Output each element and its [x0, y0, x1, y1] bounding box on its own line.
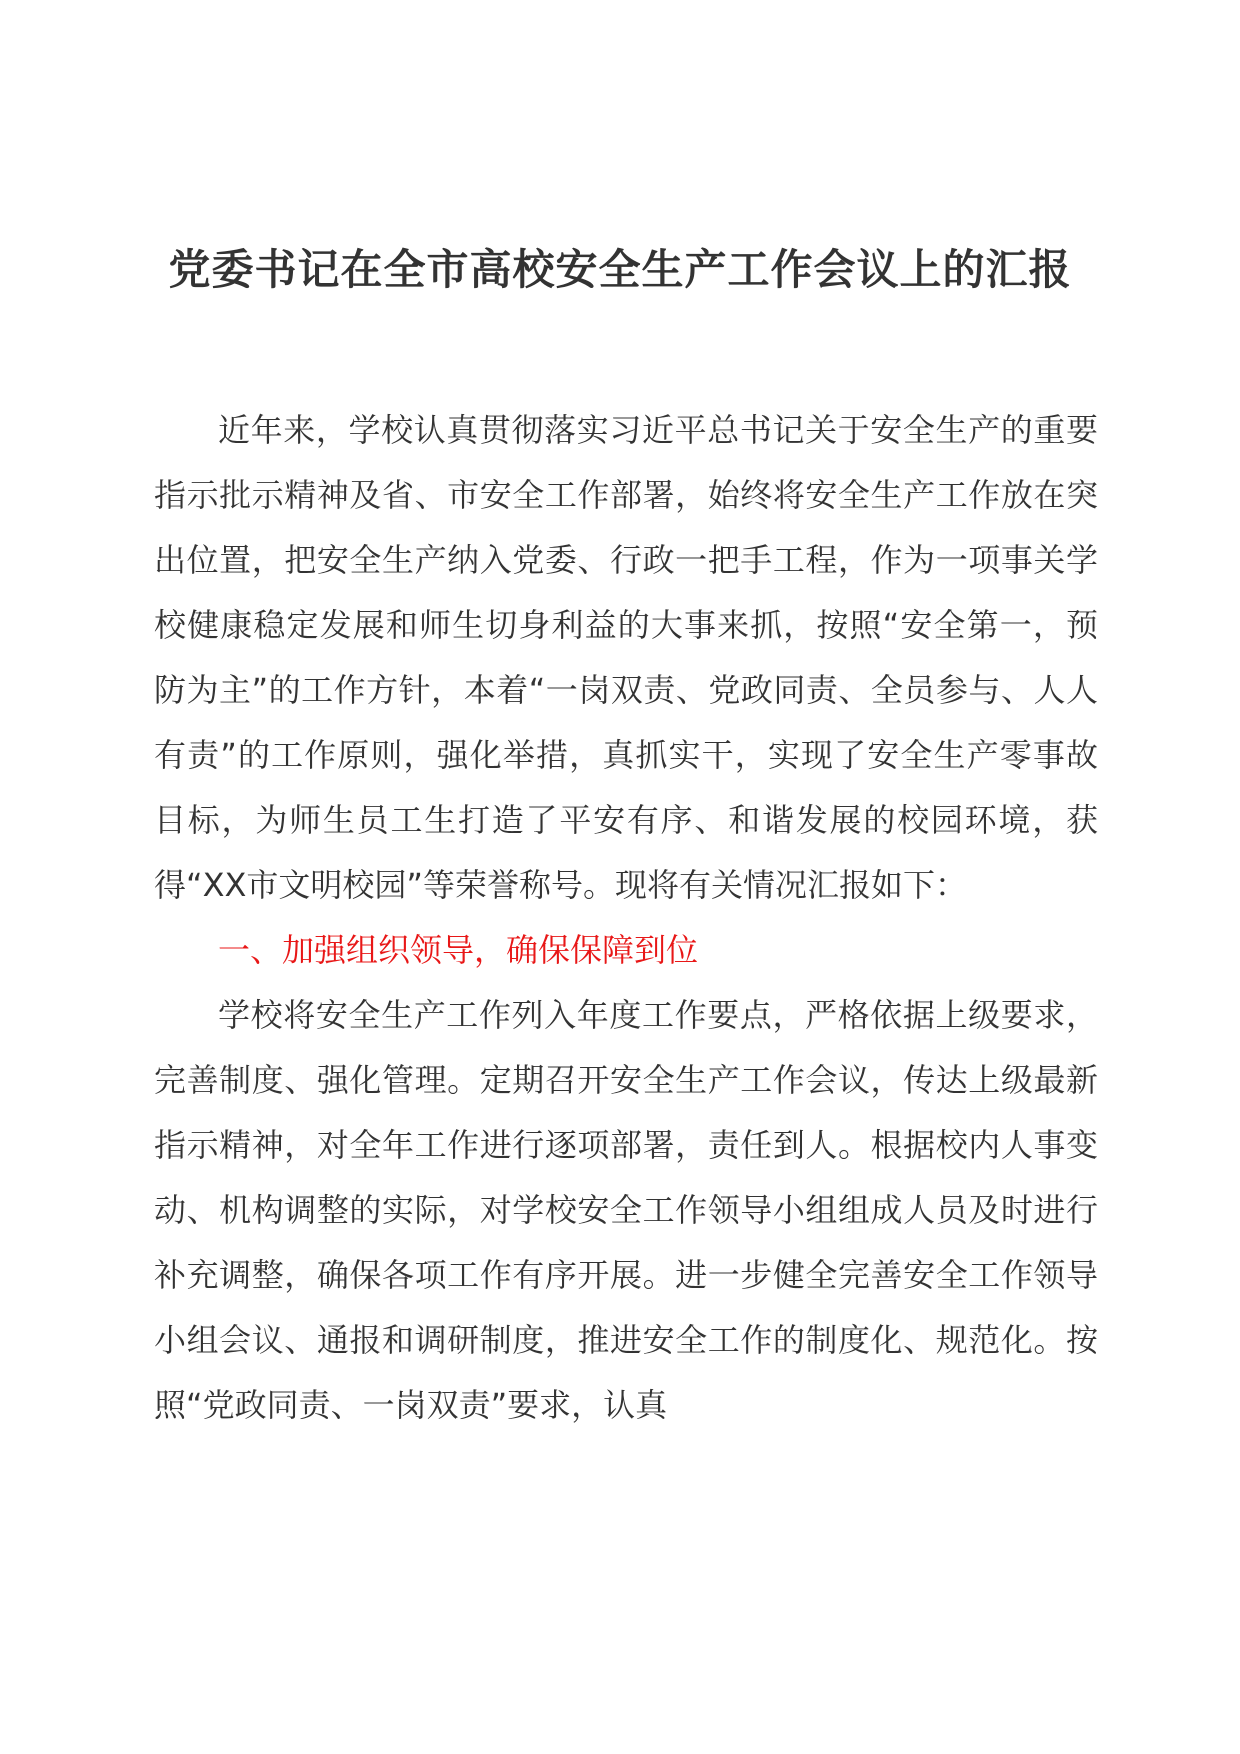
section-1-paragraph: 学校将安全生产工作列入年度工作要点，严格依据上级要求，完善制度、强化管理。定期召开安全生产工作会议，传达上级最新指示精神，对全年工作进行逐项部署，责任到人。根据校内人事变动、机构调整的实际，对学校安全工作领导小组组成人员及时进行补充调整，确保各项工作有序开展。进一步健全完善安全工作领导小组会议、通报和调研制度，推进安全工作的制度化、规范化。按照“党政同责、一岗双责”要求，认真 — [154, 996, 1098, 1424]
section-heading-1: 一、加强组织领导，确保保障到位 — [218, 931, 699, 969]
document-title: 党委书记在全市高校安全生产工作会议上的汇报 — [168, 245, 1072, 294]
document-body — [154, 398, 1098, 1438]
intro-paragraph: 近年来，学校认真贯彻落实习近平总书记关于安全生产的重要指示批示精神及省、市安全工作部署，始终将安全生产工作放在突出位置，把安全生产纳入党委、行政一把手工程，作为一项事关学校健康稳定发展和师生切身利益的大事来抓，按照“安全第一，预防为主”的工作方针，本着“一岗双责、党政同责、全员参与、人人有责”的工作原则，强化举措，真抓实干，实现了安全生产零事故目标，为师生员工生打造了平安有序、和谐发展的校园环境，获得“XX市文明校园”等荣誉称号。现将有关情况汇报如下： — [154, 411, 1098, 904]
